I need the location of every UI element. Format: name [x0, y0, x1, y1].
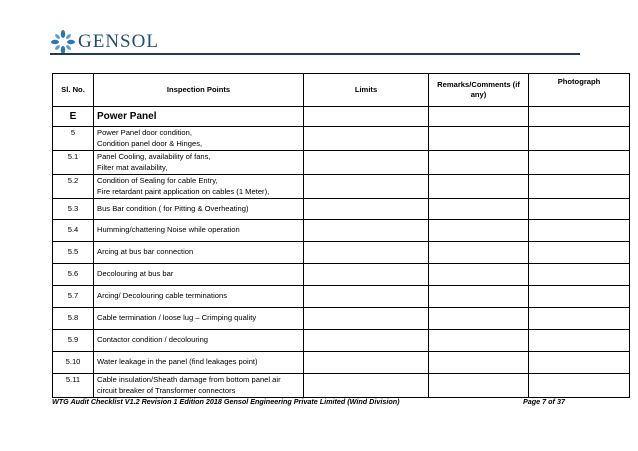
row-sl: 5.6 — [53, 264, 94, 286]
row-sl: 5.2 — [53, 175, 94, 199]
col-header-inspection: Inspection Points — [94, 74, 304, 107]
col-header-limits: Limits — [304, 74, 429, 107]
remarks-cell[interactable] — [429, 308, 529, 330]
inspection-line-1: Humming/chattering Noise while operation — [97, 225, 240, 235]
photo-cell[interactable] — [529, 330, 630, 352]
remarks-cell — [429, 107, 529, 127]
photo-cell[interactable] — [529, 127, 630, 151]
photo-cell[interactable] — [529, 374, 630, 398]
table-row — [53, 308, 630, 330]
photo-cell[interactable] — [529, 352, 630, 374]
col-header-photograph: Photograph — [529, 74, 630, 107]
inspection-line-1: Arcing/ Decolouring cable terminations — [97, 291, 228, 301]
inspection-line-1: Contactor condition / decolouring — [97, 335, 209, 345]
table-row — [53, 127, 630, 151]
remarks-cell[interactable] — [429, 374, 529, 398]
header-rule — [50, 53, 580, 55]
row-sl: 5.8 — [53, 308, 94, 330]
table-row — [53, 199, 630, 220]
row-inspection-point — [94, 264, 304, 286]
row-sl: 5.3 — [53, 199, 94, 220]
remarks-cell[interactable] — [429, 264, 529, 286]
inspection-line-1: Cable termination / loose lug – Crimping quality — [97, 313, 257, 323]
company-logo — [50, 29, 159, 55]
remarks-cell[interactable] — [429, 286, 529, 308]
inspection-line-1: Condition of Sealing for cable Entry, — [97, 176, 218, 185]
limits-cell[interactable] — [304, 151, 429, 175]
remarks-cell[interactable] — [429, 242, 529, 264]
limits-cell[interactable] — [304, 199, 429, 220]
inspection-line-1: Bus Bar condition ( for Pitting & Overheating) — [97, 203, 249, 213]
photo-cell[interactable] — [529, 242, 630, 264]
row-inspection-point — [94, 175, 304, 199]
table-row — [53, 352, 630, 374]
table-row — [53, 151, 630, 175]
table-header-row — [53, 74, 630, 107]
photo-cell[interactable] — [529, 199, 630, 220]
row-inspection-point — [94, 127, 304, 151]
limits-cell[interactable] — [304, 352, 429, 374]
row-inspection-point — [94, 308, 304, 330]
limits-cell[interactable] — [304, 264, 429, 286]
row-inspection-point — [94, 374, 304, 398]
photo-cell[interactable] — [529, 151, 630, 175]
row-inspection-point — [94, 286, 304, 308]
limits-cell[interactable] — [304, 220, 429, 242]
inspection-line-1: Power Panel door condition, — [97, 128, 192, 137]
remarks-cell[interactable] — [429, 175, 529, 199]
inspection-line-2: circuit breaker of Transformer connectors — [97, 385, 236, 395]
table-row — [53, 242, 630, 264]
remarks-cell[interactable] — [429, 127, 529, 151]
row-sl: 5.7 — [53, 286, 94, 308]
table-row — [53, 175, 630, 199]
inspection-line-2: Condition panel door & Hinges, — [97, 138, 203, 148]
inspection-line-1: Cable insulation/Sheath damage from bottom panel air — [97, 375, 281, 384]
section-row — [53, 107, 630, 127]
inspection-line-1: Water leakage in the panel (find leakages point) — [97, 357, 258, 367]
row-sl: 5.4 — [53, 220, 94, 242]
limits-cell[interactable] — [304, 286, 429, 308]
row-sl: 5 — [53, 127, 94, 151]
inspection-line-1: Decolouring at bus bar — [97, 269, 174, 279]
gensol-logo-icon — [50, 29, 76, 55]
table-row — [53, 264, 630, 286]
limits-cell[interactable] — [304, 242, 429, 264]
limits-cell[interactable] — [304, 374, 429, 398]
section-sl: E — [53, 107, 94, 127]
table-row — [53, 330, 630, 352]
limits-cell[interactable] — [304, 330, 429, 352]
inspection-table — [52, 73, 630, 398]
row-sl: 5.1 — [53, 151, 94, 175]
row-inspection-point — [94, 151, 304, 175]
row-inspection-point — [94, 242, 304, 264]
limits-cell[interactable] — [304, 175, 429, 199]
col-header-remarks: Remarks/Comments (if any) — [429, 74, 529, 107]
row-inspection-point — [94, 330, 304, 352]
inspection-line-1: Panel Cooling, availability of fans, — [97, 152, 211, 161]
table-row — [53, 374, 630, 398]
limits-cell — [304, 107, 429, 127]
photo-cell[interactable] — [529, 308, 630, 330]
page-number: Page 7 of 37 — [523, 397, 565, 406]
row-inspection-point — [94, 199, 304, 220]
row-inspection-point — [94, 220, 304, 242]
photo-cell[interactable] — [529, 175, 630, 199]
inspection-line-2: Filter mat availability, — [97, 162, 168, 172]
remarks-cell[interactable] — [429, 352, 529, 374]
table-row — [53, 286, 630, 308]
remarks-cell[interactable] — [429, 151, 529, 175]
inspection-line-1: Arcing at bus bar connection — [97, 247, 194, 257]
row-sl: 5.5 — [53, 242, 94, 264]
col-header-sl: Sl. No. — [53, 74, 94, 107]
row-inspection-point — [94, 352, 304, 374]
limits-cell[interactable] — [304, 308, 429, 330]
row-sl: 5.11 — [53, 374, 94, 398]
row-sl: 5.9 — [53, 330, 94, 352]
photo-cell[interactable] — [529, 220, 630, 242]
row-sl: 5.10 — [53, 352, 94, 374]
inspection-line-2: Fire retardant paint application on cables (1 Meter), — [97, 186, 270, 196]
table-row — [53, 220, 630, 242]
remarks-cell[interactable] — [429, 220, 529, 242]
limits-cell[interactable] — [304, 127, 429, 151]
remarks-cell[interactable] — [429, 199, 529, 220]
remarks-cell[interactable] — [429, 330, 529, 352]
photo-cell[interactable] — [529, 286, 630, 308]
photo-cell — [529, 107, 630, 127]
logo-text: GENSOL — [78, 31, 159, 52]
photo-cell[interactable] — [529, 264, 630, 286]
footer-text: WTG Audit Checklist V1.2 Revision 1 Edition 2018 Gensol Engineering Private Limited (Wind Division) — [52, 397, 400, 406]
section-title: Power Panel — [94, 107, 304, 127]
